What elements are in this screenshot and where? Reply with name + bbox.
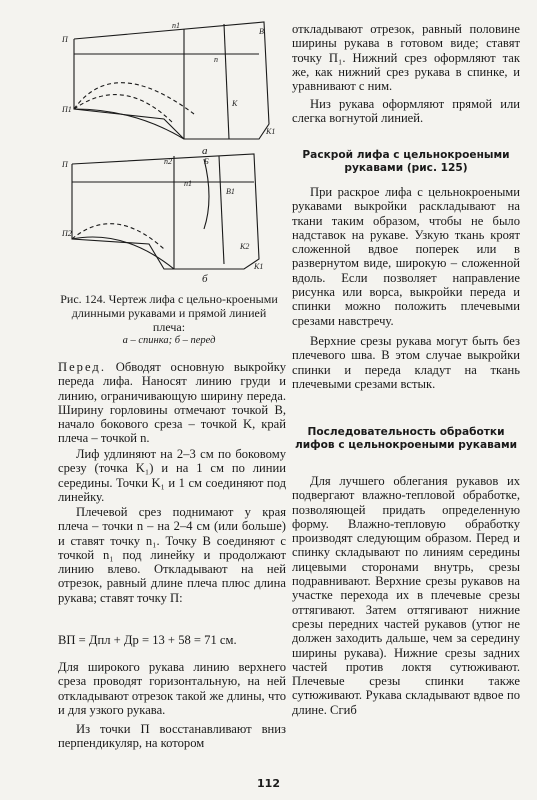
figure-caption-sub: а – спинка; б – перед bbox=[122, 335, 216, 346]
point-label-K2: K2 bbox=[240, 242, 250, 251]
point-label-n1: n1 bbox=[172, 21, 180, 30]
left-paragraph-2: Лиф удлиняют на 2–3 см по боковому срезу (точка K₁) и на 1 см по линии середины. Точки K₁ и 1 см соединяют под линейку. bbox=[58, 447, 286, 504]
drawing-label-b: б bbox=[202, 273, 208, 285]
point-label-K1-front: K1 bbox=[254, 262, 264, 271]
left-paragraph-5: Из точки П восстанавливают вниз перпендикуляр, на котором bbox=[58, 722, 286, 751]
paragraph-front-text: Обводят основную выкройку переда лифа. Наносят линию груди и линию, ограничивающую ширину переда. Ширину горловины отмечают точкой B, начало бокового среза – точкой K, край плеча – точкой n. bbox=[58, 360, 286, 446]
pattern-drawing-figure bbox=[54, 14, 282, 294]
paragraph-lead-front: Перед. bbox=[58, 360, 106, 374]
front-pattern-outline bbox=[72, 154, 259, 269]
point-label-K: K bbox=[232, 99, 238, 108]
back-side-line bbox=[224, 24, 229, 139]
point-label-B1: B1 bbox=[226, 187, 235, 196]
right-paragraph-5: Для лучшего облегания рукавов их подвергают влажно-тепловой обработке, позволяющей придать определенную форму. Влажно-тепловую обработку производят следующим образом. Перед и спинку складывают по линиям середины лицевыми сторонами внутрь, срезы подравнивают. Верхние срезы рукавов на участке перехода их в плечевые срезы оттягивают. Затем оттягивают нижние срезы передних частей рукавов (утюг не должен заходить дальше, чем за середину ширины рукава). Нижние срезы задних частей против локтя сутюживают. Плечевые срезы спинки также сутюживают. Рукава складывают вдвое по длине. Сгиб bbox=[292, 474, 520, 717]
point-label-P1: П1 bbox=[62, 105, 72, 114]
point-label-n: n bbox=[214, 55, 218, 64]
point-label-P-front: П bbox=[62, 160, 68, 169]
back-underarm-curve bbox=[74, 109, 184, 139]
section-heading-sequence: Последовательность обработки лифов с цельнокроеными рукавами bbox=[294, 426, 518, 451]
drawing-label-a: а bbox=[202, 145, 208, 157]
front-armhole-curve bbox=[204, 159, 209, 229]
front-side-line bbox=[219, 156, 224, 264]
point-label-B: B bbox=[259, 27, 264, 36]
bodice-pattern-diagram bbox=[54, 14, 282, 294]
point-label-P2: П2 bbox=[62, 229, 72, 238]
section-heading-cutting: Раскрой лифа с цельнокроеными рукавами (рис. 125) bbox=[302, 149, 510, 174]
right-paragraph-4: Верхние срезы рукава могут быть без плечевого шва. В этом случае выкройки спинки и переда кладут на ткань плечевыми срезами встык. bbox=[292, 334, 520, 391]
point-label-n1-front: n1 bbox=[184, 179, 192, 188]
figure-caption bbox=[58, 292, 280, 348]
right-paragraph-2: Низ рукава оформляют прямой или слегка вогнутой линией. bbox=[292, 97, 520, 126]
point-label-B-front: Б bbox=[204, 157, 209, 166]
right-paragraph-3: При раскрое лифа с цельнокроеными рукавами выкройки раскладывают на ткани таким образом, чтобы не было надставок на рукаве. Узкую ткань кроят сложенной вдвое поперек или в развернутом виде, широкую – сложенной вдоль. Если позволяет направление рисунка или ворса, выкройки переда и спинки можно положить плечевыми срезами навстречу. bbox=[292, 185, 520, 328]
point-label-K1: K1 bbox=[266, 127, 276, 136]
length-formula: BП = Дпл + Др = 13 + 58 = 71 см. bbox=[58, 633, 237, 647]
figure-caption-title: Рис. 124. Чертеж лифа с цельно-кроеными длинными рукавами и прямой линией плеча: bbox=[60, 292, 278, 334]
page-number: 112 bbox=[257, 777, 280, 790]
point-label-P: П bbox=[62, 35, 68, 44]
front-underarm-curve bbox=[72, 237, 174, 269]
left-paragraph-3: Плечевой срез поднимают у края плеча – точки n – на 2–4 см (или больше) и ставят точку n₁. Точку B соединяют с точкой n₁ под линейку и продолжают линию влево. Откладывают на ней отрезок, равный длине плеча плюс длина рукава; ставят точку П: bbox=[58, 505, 286, 605]
right-paragraph-1: откладывают отрезок, равный половине ширины рукава в готовом виде; ставят точку П₁. Нижний срез оформляют так же, как нижний срез рукава в спинке, и уравнивают с ним. bbox=[292, 22, 520, 94]
left-paragraph-front bbox=[58, 360, 286, 446]
left-paragraph-4: Для широкого рукава линию верхнего среза проводят горизонтальную, на ней откладывают отрезок такой же длины, что и для узкого рукава. bbox=[58, 660, 286, 717]
point-label-n2: n2 bbox=[164, 157, 172, 166]
